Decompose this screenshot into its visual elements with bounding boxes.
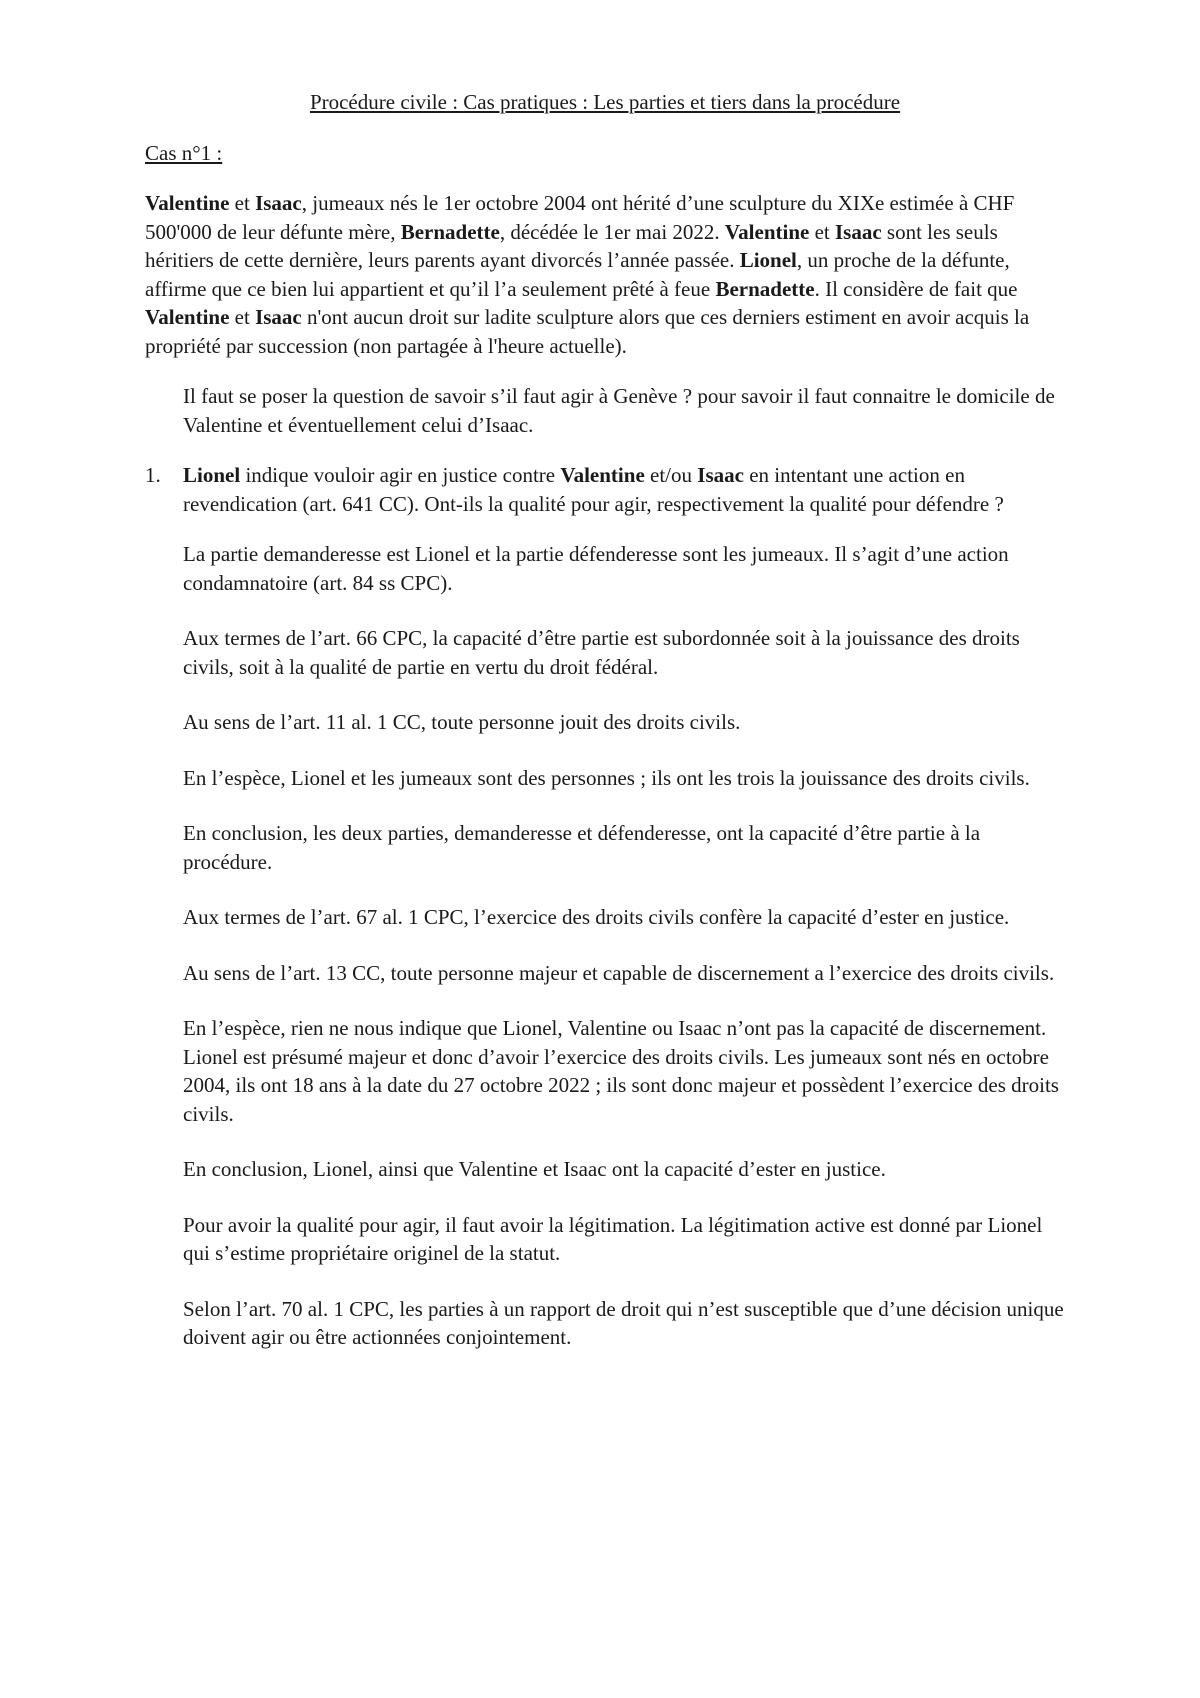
text-run: , décédée le 1er mai 2022.	[499, 219, 725, 244]
text-run: indique vouloir agir en justice contre	[240, 463, 561, 487]
answer-paragraph: Au sens de l’art. 11 al. 1 CC, toute personne jouit des droits civils.	[183, 710, 741, 734]
bold-name: Isaac	[697, 463, 744, 487]
text-run: . Il considère de fait que	[814, 276, 1018, 301]
answer-paragraph: Aux termes de l’art. 66 CPC, la capacité d’être partie est subordonnée soit à la jouissance des droits civils, soit à la qualité de partie en vertu du droit fédéral.	[183, 626, 1020, 679]
answer-paragraph: Selon l’art. 70 al. 1 CPC, les parties à un rapport de droit qui n’est susceptible que d’une décision unique doivent agir ou être actionnées conjointement.	[183, 1296, 1064, 1349]
text-run: , un proche de la défunte, affirme que ce bien lui appartient et qu’il l’a seulement prêté à feue	[145, 248, 1010, 301]
answer-paragraph: Au sens de l’art. 13 CC, toute personne majeur et capable de discernement a l’exercice des droits civils.	[183, 960, 1055, 985]
answer-paragraph: La partie demanderesse est Lionel et la partie défenderesse sont les jumeaux. Il s’agit d’une action condamnatoire (art. 84 ss CPC).	[183, 542, 1009, 595]
text-run: n'ont aucun droit sur ladite sculpture alors que ces derniers estiment en avoir acquis la propriété par succession (non partagée à l'heure actuelle).	[145, 305, 1030, 358]
answer-paragraph: En l’espèce, rien ne nous indique que Lionel, Valentine ou Isaac n’ont pas la capacité de discernement. Lionel est présumé majeur et donc d’avoir l’exercice des droits civils. Les jumeaux sont nés en octobre 2004, ils ont 18 ans à la date du 27 octobre 2022 ; ils sont donc majeur et possèdent l’exercice des droits civils.	[183, 1016, 1059, 1126]
question-number: 1.	[145, 463, 161, 487]
bold-name: Lionel	[739, 248, 797, 272]
bold-name: Isaac	[255, 305, 302, 329]
bold-name: Lionel	[183, 463, 241, 487]
answer-paragraph: Pour avoir la qualité pour agir, il faut avoir la légitimation. La légitimation active est donné par Lionel qui s’estime propriétaire originel de la statut.	[183, 1212, 1043, 1265]
bold-name: Isaac	[834, 219, 882, 244]
text-run: et/ou	[644, 463, 698, 487]
bold-name: Isaac	[255, 191, 302, 215]
bold-name: Valentine	[724, 219, 810, 244]
document-title: Procédure civile : Cas pratiques : Les parties et tiers dans la procédure	[309, 90, 901, 114]
case-heading: Cas n°1 :	[145, 140, 223, 165]
document-body	[145, 88, 1065, 1379]
bold-name: Bernadette	[400, 219, 500, 244]
bold-name: Valentine	[145, 191, 230, 215]
answer-paragraph: En conclusion, les deux parties, demanderesse et défenderesse, ont la capacité d’être partie à la procédure.	[183, 821, 981, 874]
text-run: et	[809, 219, 835, 244]
question-text	[183, 461, 1065, 518]
text-run: en intentant une action en revendication (art. 641 CC). Ont-ils la qualité pour agir, respectivement la qualité pour défendre ?	[183, 463, 1004, 516]
case-statement	[145, 189, 1065, 360]
bold-name: Bernadette	[715, 276, 815, 301]
answer-section	[145, 540, 1065, 1352]
answer-paragraph: En conclusion, Lionel, ainsi que Valentine et Isaac ont la capacité d’ester en justice.	[183, 1157, 886, 1181]
text-run: , jumeaux nés le 1er octobre 2004 ont hérité d’une sculpture du XIXe estimée à CHF 500'000 de leur défunte mère,	[145, 191, 1015, 244]
bold-name: Valentine	[560, 463, 645, 487]
text-run: et	[229, 305, 256, 329]
answer-paragraph: Aux termes de l’art. 67 al. 1 CPC, l’exercice des droits civils confère la capacité d’ester en justice.	[183, 905, 1010, 929]
preliminary-note: Il faut se poser la question de savoir s’il faut agir à Genève ? pour savoir il faut connaitre le domicile de Valentine et éventuellement celui d’Isaac.	[183, 384, 1055, 437]
text-run: et	[229, 191, 256, 215]
answer-paragraph: En l’espèce, Lionel et les jumeaux sont des personnes ; ils ont les trois la jouissance des droits civils.	[183, 765, 1030, 790]
question-item	[145, 461, 1065, 518]
bold-name: Valentine	[145, 305, 230, 329]
text-run: sont les seuls héritiers de cette dernière, leurs parents ayant divorcés l’année passée.	[145, 219, 998, 272]
